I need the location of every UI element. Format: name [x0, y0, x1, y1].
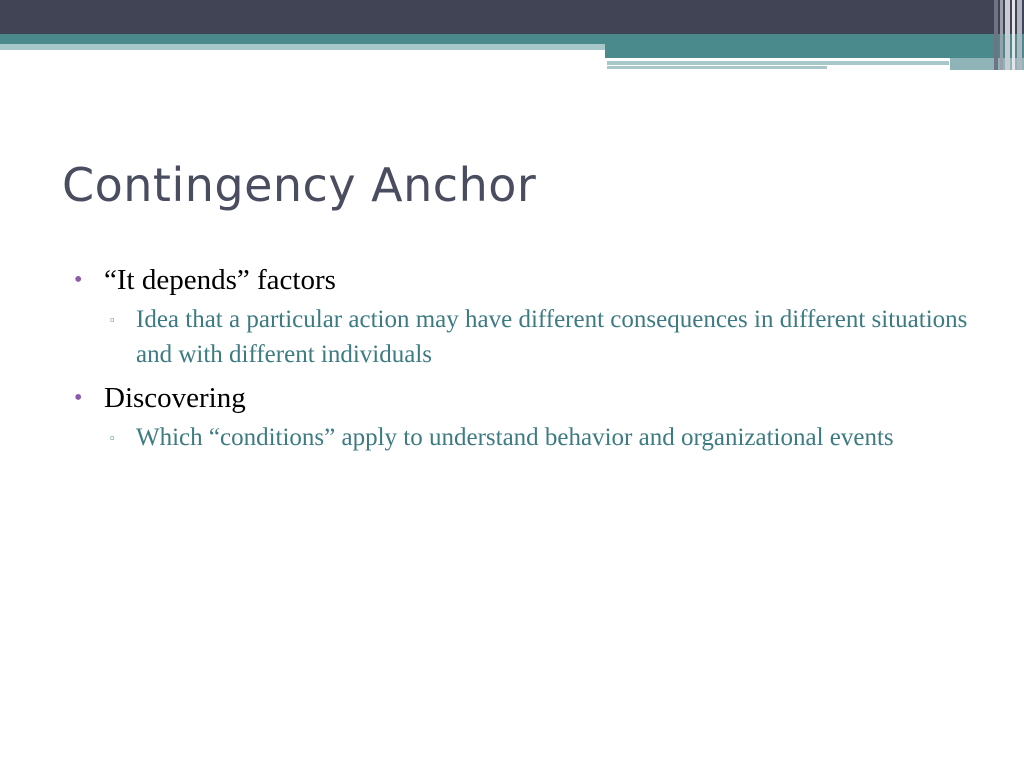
sub-bullet-text: Which “conditions” apply to understand behavior and organizational events [136, 424, 894, 451]
square-bullet-icon: ▫ [110, 430, 115, 445]
header-stripe [1005, 0, 1010, 70]
bullet-dot-icon: • [74, 385, 83, 411]
header-band-right-line [605, 58, 950, 60]
header-stripe [1012, 0, 1015, 70]
bullet-item [72, 260, 972, 300]
header-band-light [0, 44, 605, 50]
sub-bullet-item [104, 420, 976, 455]
header-band-right-line [607, 61, 949, 65]
bullet-list [72, 260, 972, 461]
slide-title: Contingency Anchor [62, 158, 537, 212]
sub-bullet-item [104, 302, 976, 372]
header-band-dark [0, 0, 1024, 34]
sub-bullet-text: Idea that a particular action may have different consequences in different situations and with different individuals [136, 306, 968, 368]
header-stripe [1017, 0, 1022, 70]
bullet-text: “It depends” factors [104, 264, 336, 296]
bullet-text: Discovering [104, 382, 246, 414]
header-band-right-line [607, 66, 827, 69]
header-band-right-block [605, 44, 1024, 58]
header-stripes [994, 0, 1024, 70]
bullet-dot-icon: • [74, 267, 83, 293]
square-bullet-icon: ▫ [110, 312, 115, 327]
header-band-teal [0, 34, 1024, 44]
header-stripe [1000, 0, 1003, 70]
header-stripe [994, 0, 998, 70]
bullet-item [72, 378, 972, 418]
